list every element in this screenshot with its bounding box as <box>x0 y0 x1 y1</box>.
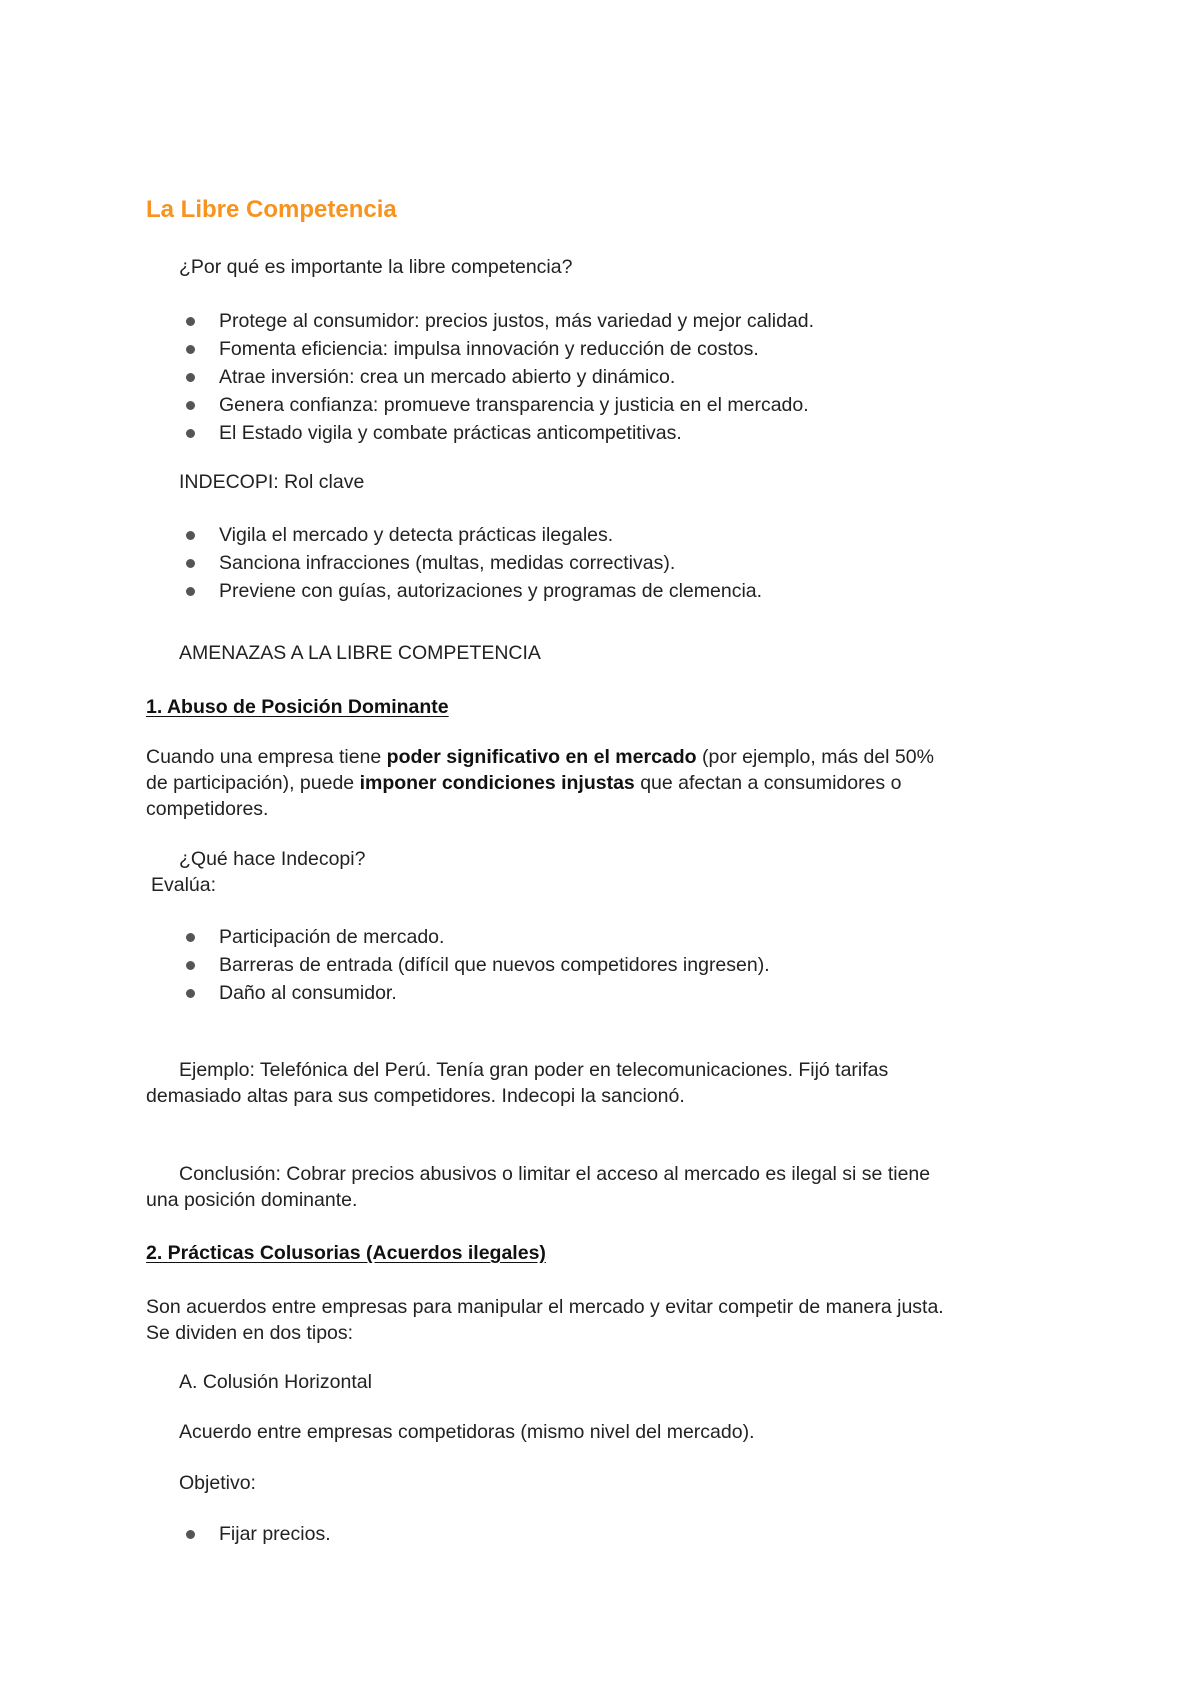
text-run: de participación), puede <box>146 772 360 794</box>
bullet-icon <box>186 373 195 382</box>
section1-paragraph-line2 <box>146 770 901 796</box>
text-run: que afectan a consumidores o <box>634 772 902 794</box>
list-item: Barreras de entrada (difícil que nuevos competidores ingresen). <box>219 954 770 976</box>
section1-evalua: Evalúa: <box>151 874 217 896</box>
section2-paragraph-line1: Son acuerdos entre empresas para manipular el mercado y evitar competir de manera justa. <box>146 1296 944 1318</box>
section1-title: 1. Abuso de Posición Dominante <box>146 696 449 718</box>
text-run: Cuando una empresa tiene <box>146 746 387 768</box>
bullet-icon <box>186 933 195 942</box>
section2-title: 2. Prácticas Colusorias (Acuerdos ilegales) <box>146 1242 546 1264</box>
list-item: Participación de mercado. <box>219 926 445 948</box>
objective-label: Objetivo: <box>179 1472 256 1494</box>
bullet-icon <box>186 1530 195 1539</box>
list-item: Sanciona infracciones (multas, medidas correctivas). <box>219 552 676 574</box>
indecopi-heading: INDECOPI: Rol clave <box>179 471 365 493</box>
threats-heading: AMENAZAS A LA LIBRE COMPETENCIA <box>179 642 541 664</box>
list-item: Genera confianza: promueve transparencia y justicia en el mercado. <box>219 394 809 416</box>
list-item: Atrae inversión: crea un mercado abierto y dinámico. <box>219 366 676 388</box>
section1-paragraph-line3: competidores. <box>146 798 269 820</box>
bullet-icon <box>186 531 195 540</box>
list-item: Previene con guías, autorizaciones y programas de clemencia. <box>219 580 763 602</box>
example-line1: Ejemplo: Telefónica del Perú. Tenía gran poder en telecomunicaciones. Fijó tarifas <box>179 1059 889 1081</box>
list-item: Vigila el mercado y detecta prácticas ilegales. <box>219 524 614 546</box>
section1-question: ¿Qué hace Indecopi? <box>179 848 366 870</box>
page-title: La Libre Competencia <box>146 196 397 223</box>
bullet-icon <box>186 429 195 438</box>
intro-question: ¿Por qué es importante la libre competencia? <box>179 256 573 278</box>
section2-paragraph-line2: Se dividen en dos tipos: <box>146 1322 354 1344</box>
bullet-icon <box>186 989 195 998</box>
conclusion-line2: una posición dominante. <box>146 1189 358 1211</box>
text-run: (por ejemplo, más del 50% <box>696 746 934 768</box>
bullet-icon <box>186 961 195 970</box>
bold-run: imponer condiciones injustas <box>359 772 635 794</box>
subsection-a-title: A. Colusión Horizontal <box>179 1371 372 1393</box>
bullet-icon <box>186 559 195 568</box>
bold-run: poder significativo en el mercado <box>386 746 697 768</box>
list-item: Fijar precios. <box>219 1523 331 1545</box>
list-item: Daño al consumidor. <box>219 982 397 1004</box>
bullet-icon <box>186 401 195 410</box>
list-item: El Estado vigila y combate prácticas anticompetitivas. <box>219 422 682 444</box>
list-item: Fomenta eficiencia: impulsa innovación y reducción de costos. <box>219 338 759 360</box>
list-item: Protege al consumidor: precios justos, más variedad y mejor calidad. <box>219 310 815 332</box>
conclusion-line1: Conclusión: Cobrar precios abusivos o limitar el acceso al mercado es ilegal si se tiene <box>179 1163 931 1185</box>
section1-paragraph-line1 <box>146 744 934 770</box>
example-line2: demasiado altas para sus competidores. Indecopi la sancionó. <box>146 1085 685 1107</box>
bullet-icon <box>186 587 195 596</box>
bullet-icon <box>186 345 195 354</box>
bullet-icon <box>186 317 195 326</box>
subsection-a-description: Acuerdo entre empresas competidoras (mismo nivel del mercado). <box>179 1421 755 1443</box>
